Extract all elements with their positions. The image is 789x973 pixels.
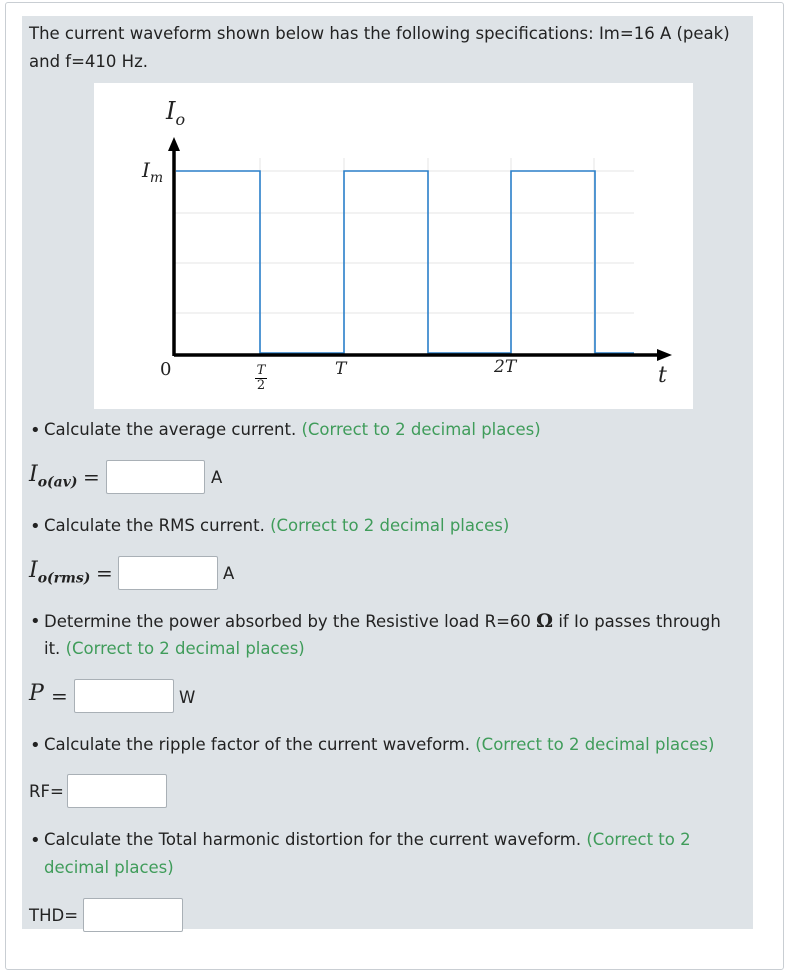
q4-text xyxy=(44,731,714,759)
bullet: • xyxy=(30,516,41,537)
q1-equals: = xyxy=(83,465,100,489)
q4-hint: (Correct to 2 decimal places) xyxy=(475,735,715,754)
q5-hint-part-2: decimal places) xyxy=(44,858,174,877)
origin-label: 0 xyxy=(160,359,172,380)
q2-unit: A xyxy=(223,564,235,583)
q2-equals: = xyxy=(96,561,113,585)
tick-half-period: T 2 xyxy=(256,363,266,393)
q3-symbol: P xyxy=(29,681,44,706)
power-input[interactable] xyxy=(74,679,174,713)
square-waveform xyxy=(176,171,634,353)
q2-question: Calculate the RMS current. xyxy=(44,516,265,535)
q1-hint: (Correct to 2 decimal places) xyxy=(301,420,541,439)
q5-hint-part-1: (Correct to 2 xyxy=(586,830,691,849)
q1-question: Calculate the average current. xyxy=(44,420,297,439)
q2-symbol: $I_{o(rms)}$ xyxy=(29,558,91,587)
thd-input[interactable] xyxy=(83,898,183,932)
intro-line-2: and f=410 Hz. xyxy=(29,52,148,71)
tick-period: T xyxy=(335,359,347,379)
q3-unit: W xyxy=(179,688,196,707)
bullet: • xyxy=(30,735,41,756)
q3-line-2: it. (Correct to 2 decimal places) xyxy=(44,639,305,658)
q5-line-1 xyxy=(44,826,691,854)
average-current-input[interactable] xyxy=(106,460,205,494)
q1-text xyxy=(44,416,541,444)
tick-two-period: 2T xyxy=(494,357,517,377)
q2-hint: (Correct to 2 decimal places) xyxy=(270,516,510,535)
y-axis-arrow xyxy=(168,137,180,151)
bullet: • xyxy=(30,830,41,851)
q3-hint: (Correct to 2 decimal places) xyxy=(65,639,305,658)
ripple-factor-input[interactable] xyxy=(67,774,167,808)
waveform-figure xyxy=(94,83,693,409)
q5-question: Calculate the Total harmonic distortion for the current waveform. xyxy=(44,830,582,849)
q1-unit: A xyxy=(211,468,223,487)
y-axis-label: $I_o$ xyxy=(166,97,186,129)
q3-line-1: Determine the power absorbed by the Resistive load R=60 Ω if Io passes through xyxy=(44,610,721,632)
omega-symbol: Ω xyxy=(536,610,554,632)
q4-question: Calculate the ripple factor of the current waveform. xyxy=(44,735,470,754)
q2-text xyxy=(44,512,509,540)
x-axis-arrow xyxy=(657,349,672,361)
bullet: • xyxy=(30,420,41,441)
q3-equals: = xyxy=(51,684,68,708)
x-axis-label: t xyxy=(658,363,667,388)
bullet: • xyxy=(30,611,41,632)
intro-line-1: The current waveform shown below has the following specifications: Im=16 A (peak) xyxy=(29,24,730,43)
ripple-factor-label: RF= xyxy=(29,782,64,801)
grid xyxy=(174,158,634,353)
peak-label: $I_m$ xyxy=(142,158,164,186)
waveform-plot xyxy=(94,83,693,409)
q1-symbol: $I_{o(av)}$ xyxy=(29,462,78,491)
thd-label: THD= xyxy=(29,906,79,925)
rms-current-input[interactable] xyxy=(118,556,218,590)
